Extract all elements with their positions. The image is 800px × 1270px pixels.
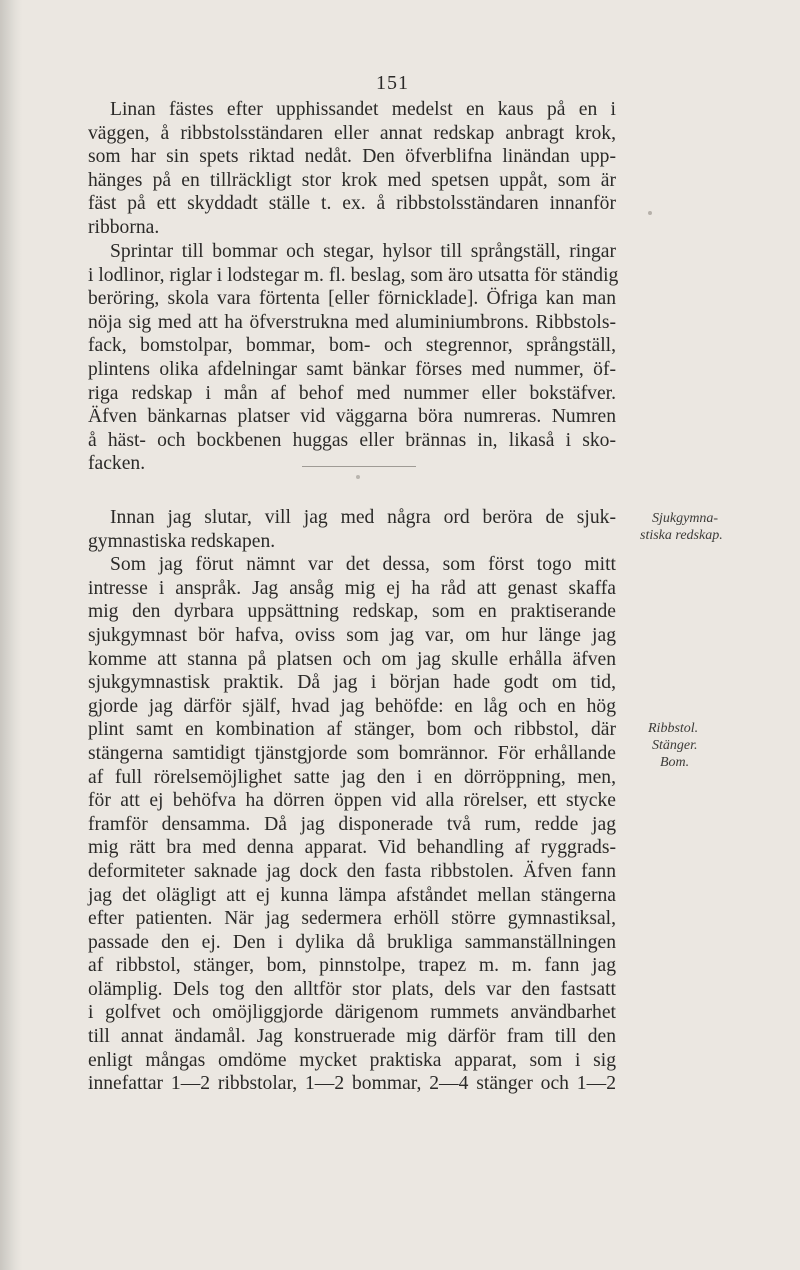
text-line: gymnastiska redskapen. (88, 530, 276, 552)
text-line: olämplig. Dels tog den alltför stor plats, dels var den fastsatt (88, 978, 616, 1000)
text-line: jag det olägligt att ej kunna lämpa afståndet mellan stängerna (88, 884, 616, 906)
text-line: i golfvet och omöjliggjorde därigenom rummets användbarhet (88, 1002, 616, 1024)
text-line: passade den ej. Den i dylika då brukliga sammanställningen (88, 931, 616, 953)
text-line: af ribbstol, stänger, bom, pinnstolpe, trapez m. m. fann jag (88, 955, 616, 977)
text-line: plintens olika afdelningar samt bänkar förses med nummer, öf- (88, 358, 616, 380)
text-line: å häst- och bockbenen huggas eller brännas in, likaså i sko- (88, 429, 616, 451)
margin-note-line: Bom. (660, 755, 690, 770)
margin-note-line: Stänger. (652, 738, 698, 753)
margin-note-sjukgymnastiska (640, 510, 723, 544)
text-line: hänges på en tillräckligt stor krok med spetsen uppåt, som är (88, 169, 616, 191)
text-line: framför densamma. Då jag disponerade två rum, redde jag (88, 813, 616, 835)
text-line: riga redskap i mån af behof med nummer eller bokstäfver. (88, 382, 616, 404)
paragraph-sprintar (88, 240, 619, 476)
margin-note-line: Ribbstol. (648, 721, 699, 736)
text-line: deformiteter saknade jag dock den fasta ribbstolen. Äfven fann (88, 860, 616, 882)
margin-note-ribbstol (648, 720, 698, 771)
text-line: som har sin spets riktad nedåt. Den öfverblifna linändan upp- (88, 146, 616, 168)
text-line: enligt mångas omdöme mycket praktiska apparat, som i sig (88, 1049, 616, 1071)
text-line: facken. (88, 453, 146, 475)
section-divider (302, 466, 416, 467)
text-line: väggen, å ribbstolsständaren eller annat redskap anbragt krok, (88, 122, 616, 144)
text-line: sjukgymnastisk praktik. Då jag i början hade godt om tid, (88, 672, 616, 694)
text-line: innefattar 1—2 ribbstolar, 1—2 bommar, 2—4 stänger och 1—2 (88, 1073, 616, 1095)
text-line: fack, bomstolpar, bommar, bom- och stegrennor, språngställ, (88, 335, 616, 357)
text-line: mig rätt bra med denna apparat. Vid behandling af ryggrads- (88, 837, 616, 859)
text-line: ribborna. (88, 216, 160, 238)
text-line: komme att stanna på platsen och om jag skulle erhålla äfven (88, 648, 616, 670)
text-line: fäst på ett skyddadt ställe t. ex. å ribbstolsständaren innanför (88, 193, 616, 215)
text-line: plint samt en kombination af stänger, bom och ribbstol, där (88, 719, 616, 741)
page-binding-edge (0, 0, 22, 1270)
text-line: Som jag förut nämnt var det dessa, som först togo mitt (110, 554, 616, 576)
paragraph-innan (88, 506, 616, 1096)
text-line: Innan jag slutar, vill jag med några ord beröra de sjuk- (110, 507, 616, 528)
text-line: Sprintar till bommar och stegar, hylsor till språngställ, ringar (110, 241, 616, 262)
text-line: intresse i anspråk. Jag ansåg mig ej ha råd att genast skaffa (88, 577, 616, 599)
text-line: sjukgymnast bör hafva, oviss som jag var, om hur länge jag (88, 624, 616, 646)
text-line: beröring, skola vara förtenta [eller förnicklade]. Öfriga kan man (88, 288, 616, 310)
divider-ornament (356, 475, 360, 479)
text-line: för att ej behöfva ha dörren öppen vid alla rörelser, ett stycke (88, 790, 616, 812)
text-line: i lodlinor, riglar i lodstegar m. fl. beslag, som äro utsatta för ständig (88, 264, 619, 286)
text-line: till annat ändamål. Jag konstruerade mig därför fram till den (88, 1026, 616, 1048)
margin-note-line: stiska redskap. (640, 528, 723, 543)
paragraph-linan (88, 98, 616, 240)
page-number: 151 (376, 72, 409, 94)
text-line: gjorde jag därför själf, hvad jag behöfde: en låg och en hög (88, 695, 616, 717)
text-line: stängerna samtidigt tjänstgjorde som bomrännor. För erhållande (88, 742, 616, 764)
text-line: af full rörelsemöjlighet satte jag den i en dörröppning, men, (88, 766, 616, 788)
text-line: Linan fästes efter upphissandet medelst en kaus på en i (110, 99, 616, 120)
text-line: Äfven bänkarnas platser vid väggarna böra numreras. Numren (88, 406, 616, 428)
text-line: mig den dyrbara uppsättning redskap, som en praktiserande (88, 601, 616, 623)
margin-note-line: Sjukgymna- (652, 511, 719, 526)
text-line: nöja sig med att ha öfverstrukna med aluminiumbrons. Ribbstols- (88, 311, 616, 333)
text-line: efter patienten. När jag sedermera erhöll större gymnastiksal, (88, 908, 616, 930)
print-mark (648, 211, 652, 215)
